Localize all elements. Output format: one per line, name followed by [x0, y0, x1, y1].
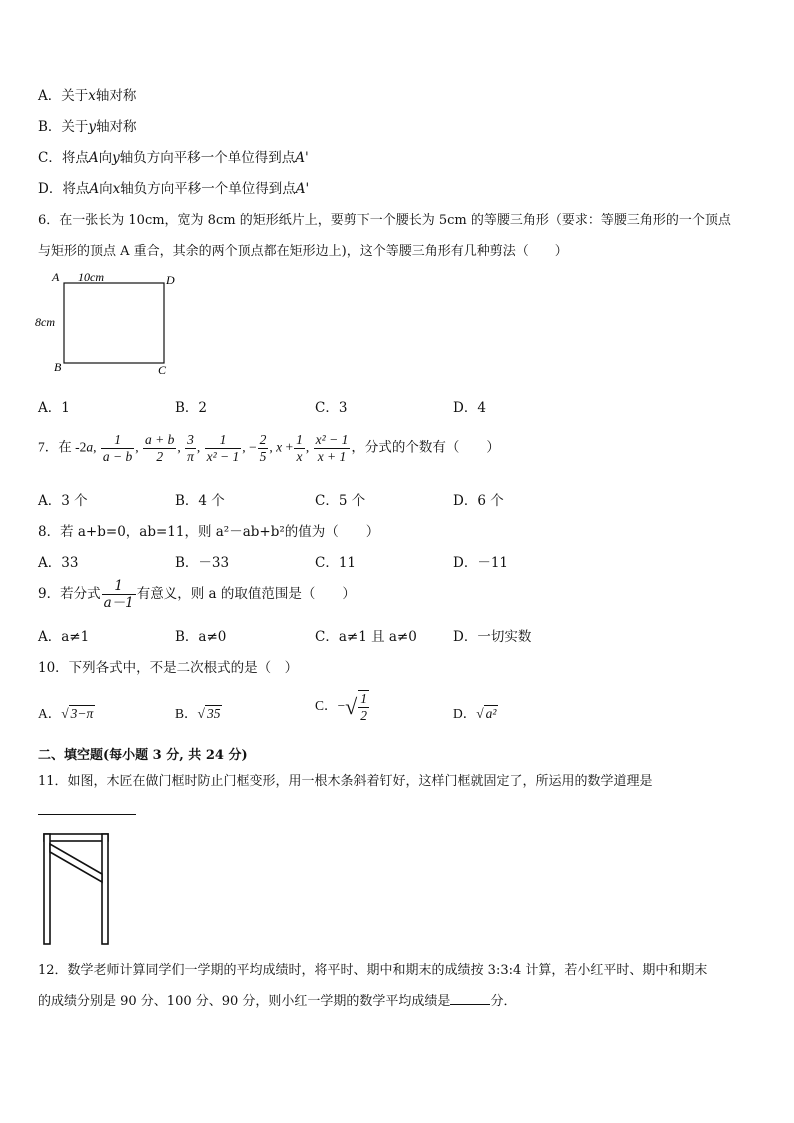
- q10-option-d: D．√ a²: [453, 706, 497, 721]
- q9-option-c: C．a≠1 且 a≠0: [315, 629, 417, 645]
- label-top-length: 10cm: [78, 270, 104, 284]
- door-left-post: [44, 834, 50, 944]
- rectangle-abcd: [64, 283, 164, 363]
- q11-answer-blank: [38, 814, 136, 815]
- q8-option-b: B．－33: [175, 555, 230, 571]
- label-d: D: [166, 273, 175, 287]
- q8-option-d: D．－11: [453, 555, 509, 571]
- q6-option-a: A．1: [38, 400, 70, 416]
- q10-stem: 10．下列各式中，不是二次根式的是（ ）: [38, 660, 299, 676]
- q11-door-frame-figure: [40, 830, 112, 948]
- q7-option-a: A．3 个: [38, 493, 88, 509]
- q9-option-d: D．一切实数: [453, 629, 532, 645]
- q5-option-a: A．关于x轴对称: [38, 88, 137, 104]
- label-c: C: [158, 363, 167, 377]
- q6-option-d: D．4: [453, 400, 486, 416]
- diagonal-brace: [50, 844, 102, 882]
- q8-stem: 8．若 a+b=0，ab=11，则 a²－ab+b²的值为（ ）: [38, 524, 380, 540]
- q12-stem-line1: 12．数学老师计算同学们一学期的平均成绩时，将平时、期中和期末的成绩按 3:3:4 计算，若小红平时、期中和期末: [38, 963, 708, 978]
- q8-option-a: A．33: [38, 555, 79, 571]
- q10-option-c: C．−√ $\frac{1}{2}$: [315, 691, 367, 723]
- q7-option-c: C．5 个: [315, 493, 366, 509]
- q10-option-a: A．√ 3−π: [38, 706, 94, 721]
- q5-option-c: C．将点A向y轴负方向平移一个单位得到点A': [38, 150, 309, 166]
- q12-stem-line2: 的成绩分别是 90 分、100 分、90 分，则小红一学期的数学平均成绩是 分．: [38, 994, 517, 1009]
- door-top-beam: [44, 834, 108, 841]
- q7-option-d: D．6 个: [453, 493, 504, 509]
- door-right-post: [102, 834, 108, 944]
- q9-option-a: A．a≠1: [38, 629, 90, 645]
- q10-option-b: B．√ 35: [175, 706, 221, 721]
- q6-option-b: B．2: [175, 400, 208, 416]
- q6-rectangle-figure: [34, 268, 184, 378]
- q9-fraction: $\frac{1}{a-1}$: [103, 578, 134, 611]
- q5-option-d: D．将点A向x轴负方向平移一个单位得到点A': [38, 181, 310, 197]
- q7-option-b: B．4 个: [175, 493, 225, 509]
- q9-option-b: B．a≠0: [175, 629, 227, 645]
- q6-stem-line2: 与矩形的顶点 A 重合，其余的两个顶点都在矩形边上)，这个等腰三角形有几种剪法（ ）: [38, 244, 568, 259]
- q11-stem: 11．如图，木匠在做门框时防止门框变形，用一根木条斜着钉好，这样门框就固定了，所运用的数学道理是: [38, 774, 653, 789]
- q9-stem: 9．若分式 $\frac{1}{a-1}$ 有意义，则 a 的取值范围是（ ）: [38, 578, 356, 611]
- section-fill-in-heading: 二、填空题(每小题 3 分, 共 24 分): [38, 748, 248, 763]
- q8-option-c: C．11: [315, 555, 357, 571]
- label-a: A: [52, 270, 60, 284]
- q7-stem: 7．在 -2a, $\frac{1}{a - b}$ , $\frac{a + b}{2}$ , $\frac{3}{\pi}$ , $\frac{1}{\text{x² − 1}}$ , − $\frac{2}{5}$ , x + $\frac{1}{x}$ , $\frac{\text{x² − 1}}{x + 1}$ ，分式的个数有（ ）: [38, 432, 500, 464]
- q6-option-c: C．3: [315, 400, 348, 416]
- q5-option-b: B．关于y轴对称: [38, 119, 137, 135]
- label-left-width: 8cm: [35, 315, 55, 329]
- q6-stem-line1: 6．在一张长为 10cm，宽为 8cm 的矩形纸片上，要剪下一个腰长为 5cm 的等腰三角形（要求：等腰三角形的一个顶点: [38, 213, 731, 228]
- label-b: B: [54, 360, 62, 374]
- q12-answer-blank: [450, 992, 490, 1005]
